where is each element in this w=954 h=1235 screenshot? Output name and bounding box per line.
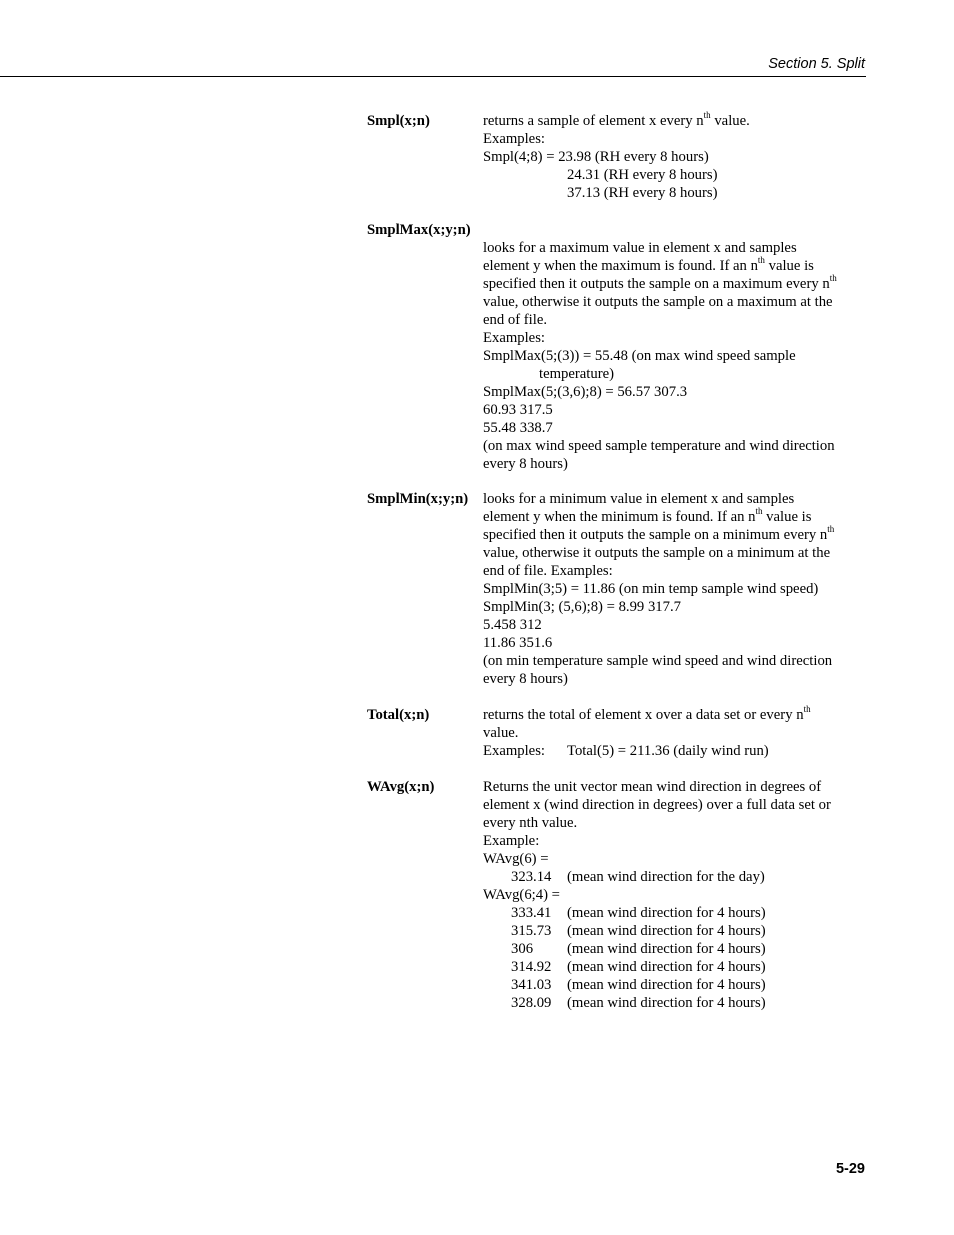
smplmin-example-line: 5.458 312 bbox=[483, 617, 542, 633]
smpl-example-line: 24.31 (RH every 8 hours) bbox=[567, 167, 718, 183]
entry-smplmin-body bbox=[483, 490, 867, 688]
wavg-value-note: (mean wind direction for 4 hours) bbox=[567, 977, 766, 993]
smplmin-desc-line: element y when the minimum is found. If an $n^{th}$ value is bbox=[483, 506, 812, 525]
smpl-examples-label: Examples: bbox=[483, 131, 545, 147]
entry-smplmax bbox=[367, 221, 867, 473]
smplmax-desc-line: element y when the maximum is found. If an $n^{th}$ value is bbox=[483, 255, 814, 274]
wavg-example-row bbox=[483, 958, 867, 976]
entry-smpl-body bbox=[483, 112, 867, 202]
entry-wavg-body bbox=[483, 778, 867, 1012]
term-smpl: Smpl(x;n) bbox=[367, 113, 430, 129]
term-wavg: WAvg(x;n) bbox=[367, 779, 435, 795]
smplmin-example-line: 11.86 351.6 bbox=[483, 635, 553, 651]
wavg-example-label: Example: bbox=[483, 833, 540, 849]
total-desc-line: returns the total of element x over a data set or every $n^{th}$ bbox=[483, 704, 811, 723]
term-smplmax: SmplMax(x;y;n) bbox=[367, 222, 471, 238]
wavg-example-row bbox=[483, 976, 867, 994]
wavg-value: 315.73 bbox=[511, 923, 552, 939]
wavg-example-row bbox=[483, 940, 867, 958]
term-smplmin: SmplMin(x;y;n) bbox=[367, 491, 469, 507]
smplmax-example-line: SmplMax(5;(3)) = 55.48 (on max wind speed sample bbox=[483, 348, 796, 364]
section-header: Section 5. Split bbox=[768, 56, 865, 72]
smpl-desc: returns a sample of element x every $n^{th}$ value. bbox=[483, 110, 750, 129]
wavg-value: 306 bbox=[511, 941, 534, 957]
wavg-example-row bbox=[483, 994, 867, 1012]
smplmax-note-line: (on max wind speed sample temperature and wind direction bbox=[483, 438, 835, 454]
wavg-value: 314.92 bbox=[511, 959, 552, 975]
total-examples-label: Examples: bbox=[483, 743, 545, 759]
smplmin-example-line: SmplMin(3; (5,6);8) = 8.99 317.7 bbox=[483, 599, 681, 615]
smplmax-example-line: 60.93 317.5 bbox=[483, 402, 553, 418]
wavg-example-call: WAvg(6) = bbox=[483, 851, 549, 867]
wavg-desc-line: Returns the unit vector mean wind direction in degrees of bbox=[483, 779, 822, 795]
smplmax-desc-line: end of file. bbox=[483, 312, 548, 328]
wavg-value-note: (mean wind direction for 4 hours) bbox=[567, 941, 766, 957]
smplmin-desc-line: end of file. Examples: bbox=[483, 563, 613, 579]
wavg-desc-line: every nth value. bbox=[483, 815, 578, 831]
smplmin-note-line: (on min temperature sample wind speed and wind direction bbox=[483, 653, 833, 669]
smplmin-desc-line: looks for a minimum value in element x and samples bbox=[483, 491, 795, 507]
wavg-value: 333.41 bbox=[511, 905, 552, 921]
total-example: Total(5) = 211.36 (daily wind run) bbox=[567, 743, 769, 759]
wavg-example-row bbox=[483, 868, 867, 886]
smplmin-example-line: SmplMin(3;5) = 11.86 (on min temp sample wind speed) bbox=[483, 581, 819, 597]
smplmin-desc-line: value, otherwise it outputs the sample on a minimum at the bbox=[483, 545, 831, 561]
entry-smplmin bbox=[367, 490, 867, 688]
wavg-value-note: (mean wind direction for 4 hours) bbox=[567, 959, 766, 975]
wavg-desc-line: element x (wind direction in degrees) over a full data set or bbox=[483, 797, 831, 813]
wavg-value-note: (mean wind direction for 4 hours) bbox=[567, 923, 766, 939]
smplmax-desc-line: value, otherwise it outputs the sample on a maximum at the bbox=[483, 294, 833, 310]
entry-total-body bbox=[483, 706, 867, 760]
smplmax-desc-line: specified then it outputs the sample on a maximum every $n^{th}$ bbox=[483, 273, 837, 292]
wavg-example-row bbox=[483, 922, 867, 940]
smplmax-examples-label: Examples: bbox=[483, 330, 545, 346]
smpl-example-line: 37.13 (RH every 8 hours) bbox=[567, 185, 718, 201]
wavg-value-note: (mean wind direction for 4 hours) bbox=[567, 905, 766, 921]
smplmax-note-line: every 8 hours) bbox=[483, 456, 568, 472]
entry-wavg bbox=[367, 778, 867, 1012]
wavg-example-call: WAvg(6;4) = bbox=[483, 887, 560, 903]
entry-smpl bbox=[367, 112, 867, 202]
total-example-line bbox=[483, 742, 867, 760]
entry-total bbox=[367, 706, 867, 760]
smplmax-example-line: temperature) bbox=[539, 366, 615, 382]
smpl-example-line: Smpl(4;8) = 23.98 (RH every 8 hours) bbox=[483, 149, 709, 165]
wavg-value-note: (mean wind direction for the day) bbox=[567, 869, 765, 885]
wavg-value: 323.14 bbox=[511, 869, 552, 885]
header-rule bbox=[0, 76, 866, 77]
wavg-value-note: (mean wind direction for 4 hours) bbox=[567, 995, 766, 1011]
total-desc-line: value. bbox=[483, 725, 519, 741]
smplmin-desc-line: specified then it outputs the sample on a minimum every $n^{th}$ bbox=[483, 524, 835, 543]
smplmax-desc-line: looks for a maximum value in element x and samples bbox=[483, 240, 797, 256]
smplmax-example-line: SmplMax(5;(3,6);8) = 56.57 307.3 bbox=[483, 384, 688, 400]
page-number: 5-29 bbox=[835, 1161, 865, 1177]
wavg-value: 328.09 bbox=[511, 995, 552, 1011]
term-total: Total(x;n) bbox=[367, 707, 430, 723]
smplmax-example-line: 55.48 338.7 bbox=[483, 420, 553, 436]
wavg-example-row bbox=[483, 904, 867, 922]
entry-smplmax-body bbox=[483, 239, 867, 473]
wavg-value: 341.03 bbox=[511, 977, 552, 993]
smplmin-note-line: every 8 hours) bbox=[483, 671, 568, 687]
